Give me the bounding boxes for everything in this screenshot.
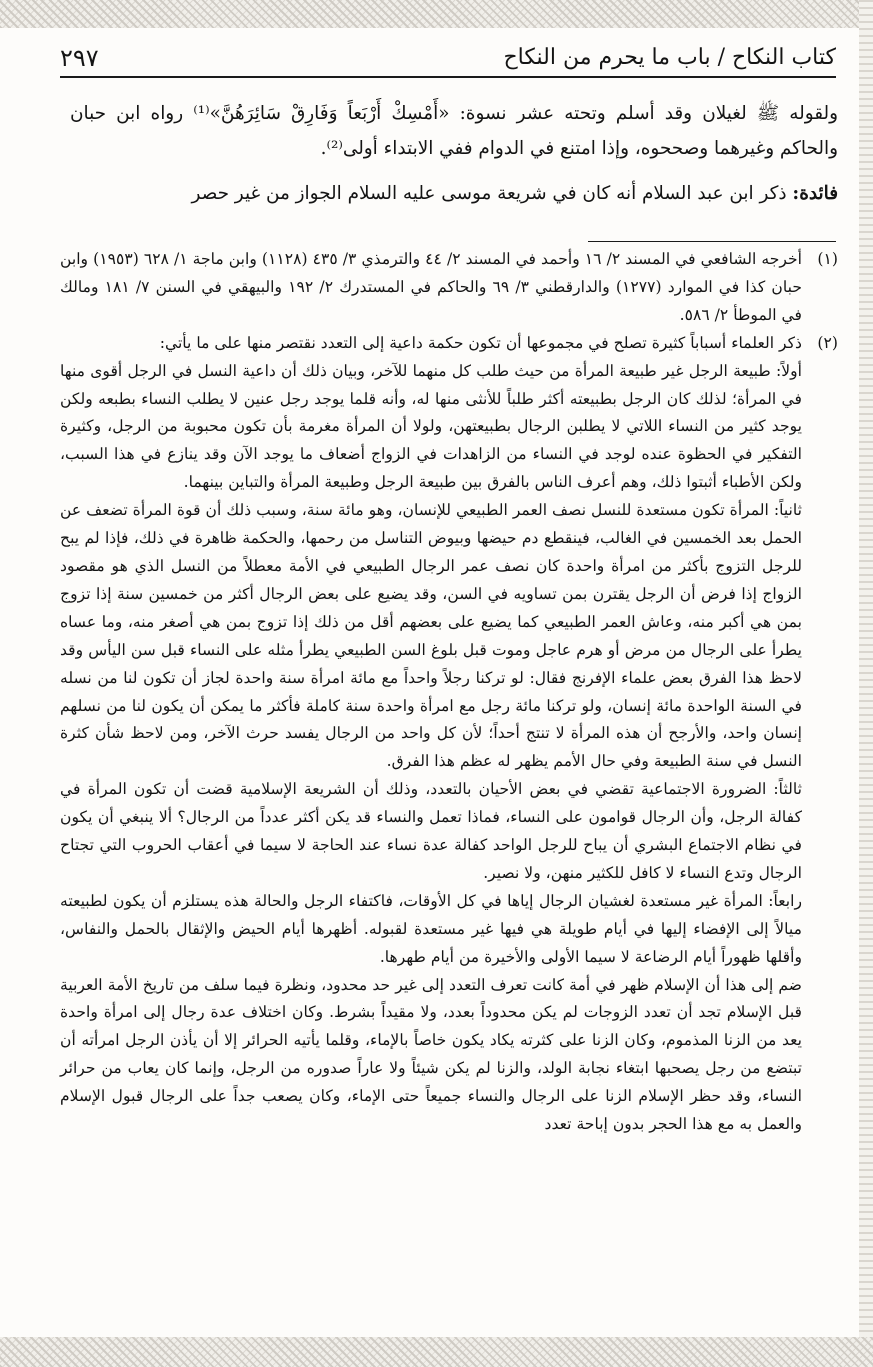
fayda-label: فائدة: xyxy=(792,183,838,204)
page-edge-top xyxy=(0,0,873,28)
running-title: كتاب النكاح / باب ما يحرم من النكاح xyxy=(503,45,836,70)
footnote-paragraph: ذكر العلماء أسباباً كثيرة تصلح في مجموعها أن تكون حكمة داعية إلى التعدد نقتصر منها على ما يأتي: xyxy=(159,333,802,352)
footnote-paragraph: أخرجه الشافعي في المسند ٢/ ١٦ وأحمد في المسند ٢/ ٤٤ والترمذي ٣/ ٤٣٥ (١١٢٨) وابن ماجة ١/ ٦٢٨ (١٩٥٣) وابن حبان كذا في الموارد (١٢٧٧) والدارقطني ٣/ ٦٩ والحاكم في المستدرك ٢/ ١٩٢ والبيهقي في السنن ٧/ ١٨١ ومالك في الموطأ ٢/ ٥٨٦. xyxy=(60,250,802,324)
footnote-paragraph: أولاً: طبيعة الرجل غير طبيعة المرأة من حيث طلب كل منهما للآخر، وبيان ذلك أن داعية النسل في الرجل أقوى منها في المرأة؛ لذلك كان الرجل بطبيعته أكثر طلباً للأنثى منها له، وأنه قلما يوجد رجل عنين لا يطلب النساء بطبعه ولكن يوجد كثير من النساء اللاتي لا يطلبن الرجال بطبيعتهن، ولولا أن المرأة مغرمة بأن تكون محبوبة من الرجل، وكثيرة التفكير في الحظوة عنده لوجد في النساء من الزاهدات في الزواج أضعاف ما يوجد الآن وقد ينازع في هذا السبب، ولكن الأطباء أثبتوا ذلك، وهم أعرف الناس بالفرق بين طبيعة الرجل وطبيعة المرأة والتباين بينهما. xyxy=(60,361,802,492)
fayda-text: ذكر ابن عبد السلام أنه كان في شريعة موسى عليه السلام الجواز من غير حصر xyxy=(191,183,787,204)
footnote-body xyxy=(60,330,802,1139)
footnote-body xyxy=(60,246,802,330)
fayda-paragraph xyxy=(70,176,838,211)
footnote-number: (٢) xyxy=(817,333,838,352)
main-text xyxy=(70,96,838,221)
page-edge-bottom xyxy=(0,1337,873,1367)
main-paragraph: ولقوله ﷺ لغيلان وقد أسلم وتحته عشر نسوة: «أَمْسِكْ أَرْبَعاً وَفَارِقْ سَائِرَهُنَّ»⁽¹⁾ رواه ابن حبان والحاكم وغيرهما وصححوه، وإذا امتنع في الدوام ففي الابتداء أولى⁽²⁾. xyxy=(70,103,838,159)
page-edge-right xyxy=(859,0,873,1367)
footnote-1 xyxy=(60,246,838,330)
footnote-paragraph: ضم إلى هذا أن الإسلام ظهر في أمة كانت تعرف التعدد إلى غير حد محدود، ونظرة فيما سلف من تاريخ الأمة العربية قبل الإسلام تجد أن تعدد الزوجات لم يكن محدوداً بعدد، ولا مقيداً بشرط. وكان اختلاف عدة رجال إلى امرأة واحدة يعد من الزنا المذموم، وكان الزنا على كثرته يكاد يكون خاصاً بالإماء، وقلما يأتيه الحرائر إلا أن يأذن الرجل امرأته أن تبتضع من رجل يصحبها ابتغاء نجابة الولد، والزنا لم يكن شيئاً ولا عاراً صدوره من الرجل، وإنما كان يعاب من حرائر النساء، وقد حظر الإسلام الزنا على الرجال والنساء جميعاً حتى الإماء، وكان يصعب جداً على الرجال قبول الإسلام والعمل به مع هذا الحجر بدون إباحة تعدد xyxy=(60,975,802,1134)
page-header xyxy=(60,36,836,78)
footnote-divider xyxy=(588,241,836,242)
page-number: ٢٩٧ xyxy=(60,44,99,72)
footnote-number: (١) xyxy=(817,250,838,268)
footnotes xyxy=(60,246,838,1139)
footnote-paragraph: ثالثاً: الضرورة الاجتماعية تقضي في بعض الأحيان بالتعدد، وذلك أن الشريعة الإسلامية قضت أن تكون المرأة في كفالة الرجل، وأن الرجال قوامون على النساء، فماذا تعمل والنساء قد يكن أكثر عدداً من الرجال؟ ألا ينبغي أن يكون في نظام الاجتماع البشري أن يباح للرجل الواحد كفالة عدة نساء عند الحاجة لا سيما في أعقاب الحروب التي تجتاح الرجال وتدع النساء لا كافل للكثير منهن، ولا نصير. xyxy=(60,780,802,882)
footnote-paragraph: ثانياً: المرأة تكون مستعدة للنسل نصف العمر الطبيعي للإنسان، وهو مائة سنة، وسبب ذلك أن قوة المرأة تضعف عن الحمل بعد الخمسين في الغالب، فينقطع دم حيضها وبيوض التناسل من رحمها، والحكمة ظاهرة في ذلك، فإذا لم يبح للرجل التزوج بأكثر من امرأة واحدة كان نصف عمر الرجال الطبيعي في الأمة معطلاً من النسل الذي هو مقصود الزواج إذا فرض أن الرجل يقترن بمن تساويه في السن، وقد يضيع على بعض الرجال أكثر من خمسين سنة إذا تزوج بمن هي أكبر منه، وعاش العمر الطبيعي كما يضيع على بعضهم أقل من ذلك إذا تزوج بمن هي أصغر منه، وما عساه يطرأ على الرجال من مرض أو هرم عاجل وموت قبل بلوغ السن الطبيعي يطرأ مثله على النساء قبل سن اليأس وقد لاحظ هذا الفرق بعض علماء الإفرنج فقال: لو تركنا رجلاً واحداً مع مائة امرأة سنة واحدة لجاز أن تكون لنا من نسله في السنة الواحدة مائة إنسان، ولو تركنا مائة رجل مع امرأة واحدة سنة كاملة فأكثر ما يمكن أن يكون لنا من نسلهم إنسان واحد، والأرجح أن هذه المرأة لا تنتج أحداً؛ لأن كل واحد من الرجال يفسد حرث الآخر، ومن لاحظ شأن كثرة النسل في سنة الطبيعة وفي حال الأمم يظهر له عظم هذا الفرق. xyxy=(60,501,802,771)
footnote-paragraph: رابعاً: المرأة غير مستعدة لغشيان الرجال إياها في كل الأوقات، فاكتفاء الرجل والحالة هذه يستلزم أن يكون لطبيعته ميالاً إلى الإفضاء إليها في أيام طويلة هي فيها غير مستعدة لقبوله. أظهرها أيام الحيض والإثقال بالحمل والنفاس، وأقلها ظهوراً أيام الرضاعة لا سيما الأولى والأخيرة من أيام طهرها. xyxy=(60,891,802,966)
footnote-2 xyxy=(60,330,838,1139)
